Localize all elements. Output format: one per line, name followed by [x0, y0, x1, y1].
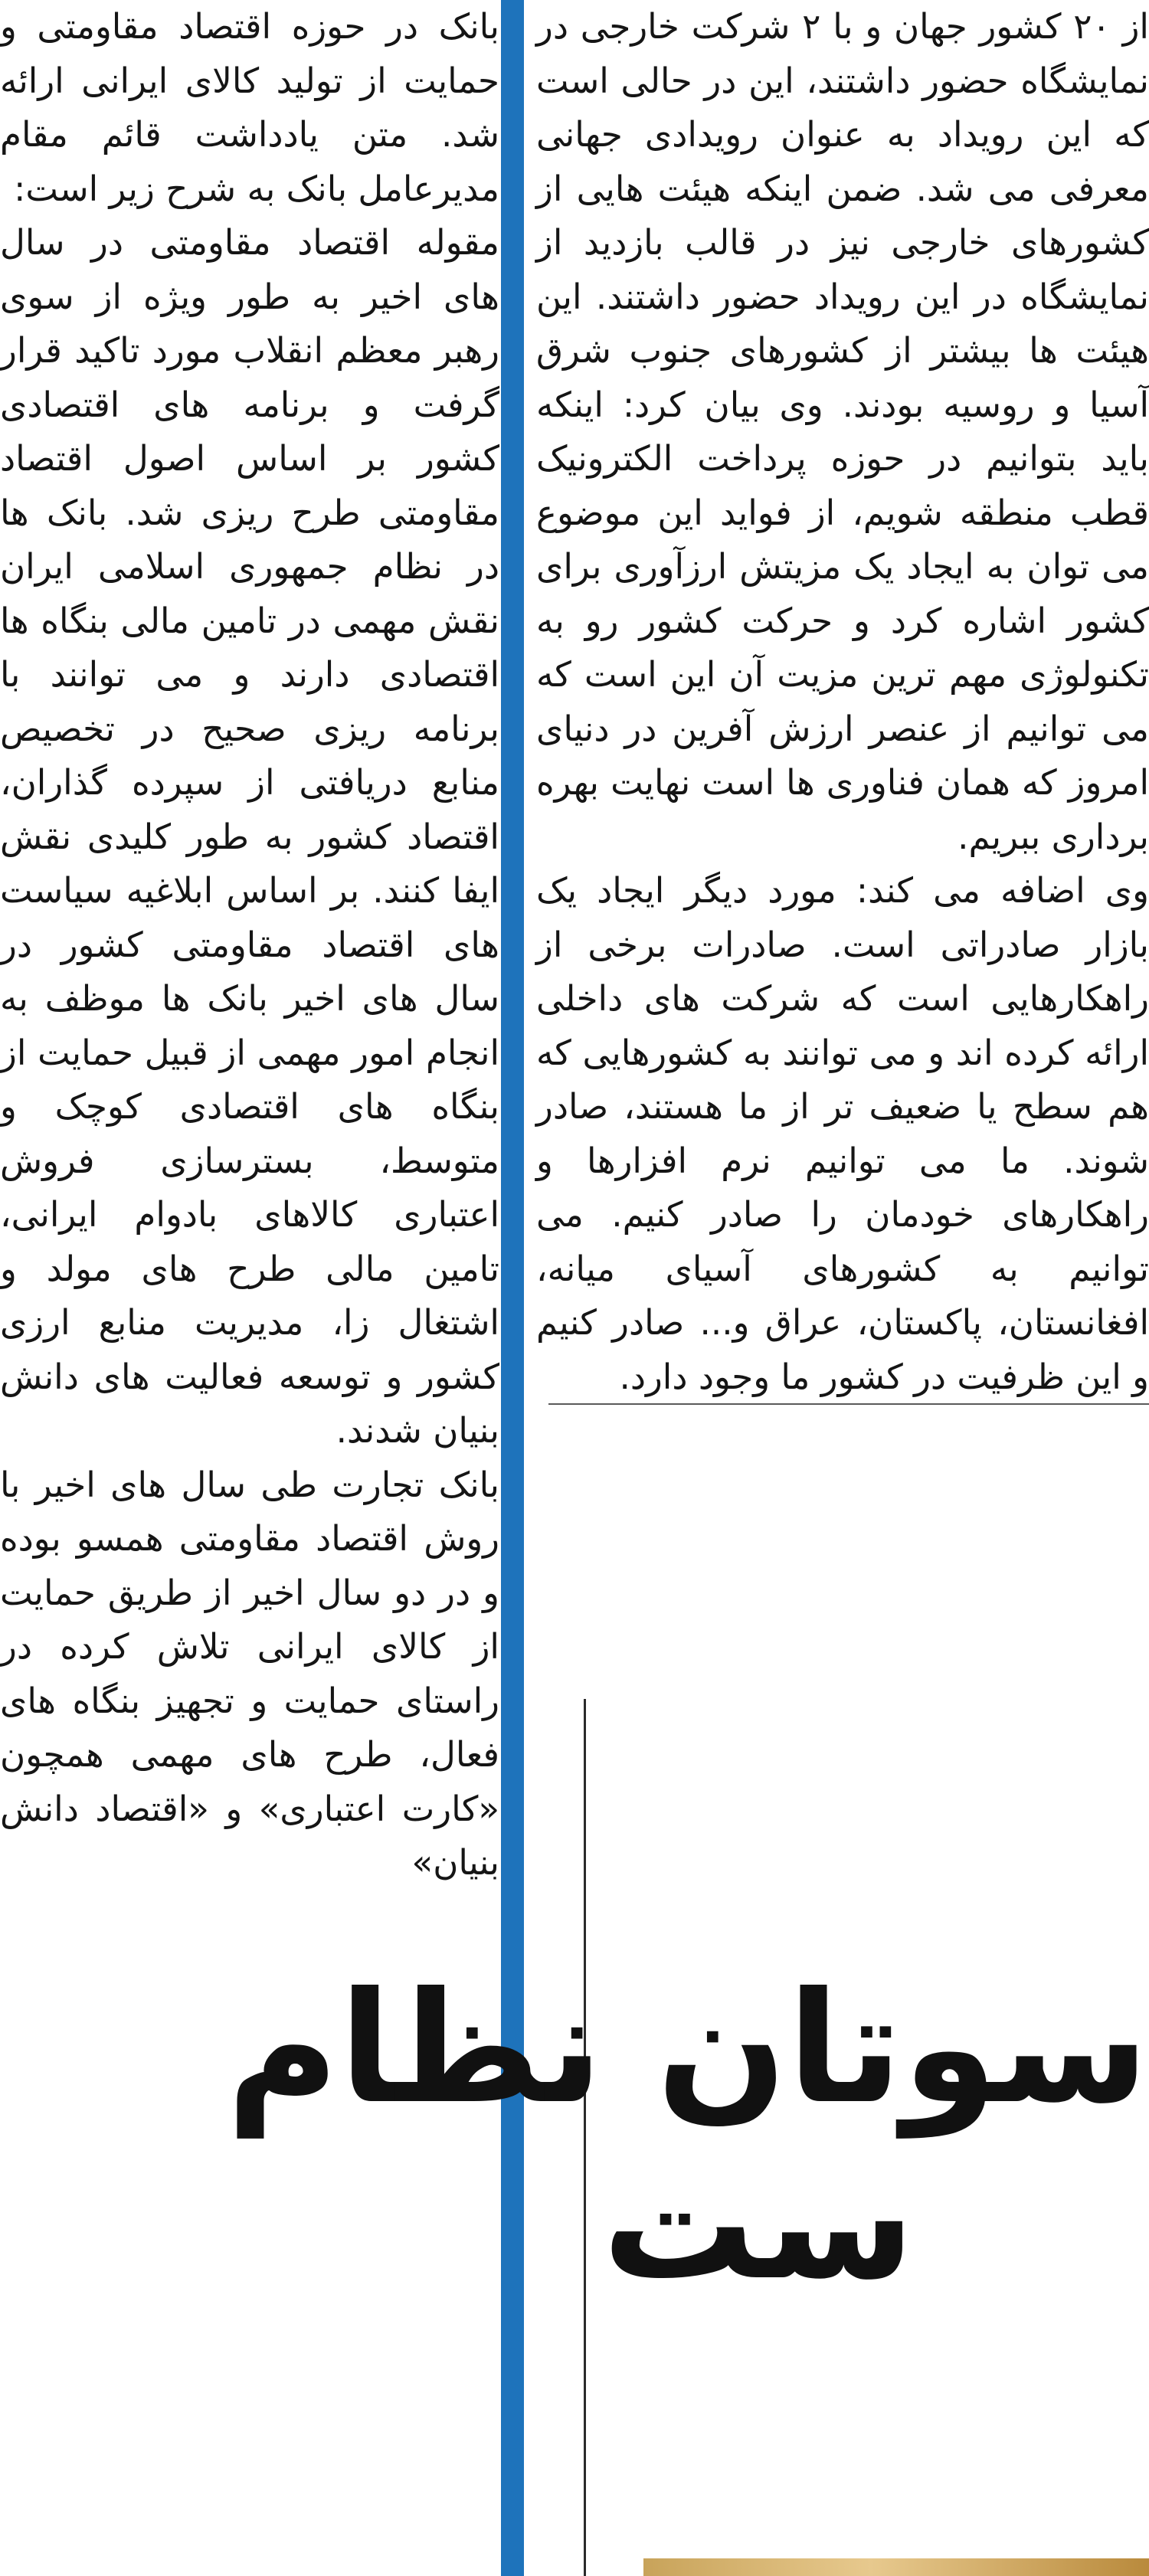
headline-line-2: ست	[602, 2136, 915, 2314]
blue-column-rule	[501, 0, 524, 2576]
headline-line-1: سوتان نظام	[226, 1959, 1149, 2138]
left-paragraph-2: مقوله اقتصاد مقاومتی در سال های اخیر به طور ویژه از سوی رهبر معظم انقلاب مورد تاکید قرار گرفت و برنامه های اقتصادی کشور بر اساس اصول اقتصاد مقاومتی طرح ریزی شد. بانک ها در نظام جمهوری اسلامی ایران نقش مهمی در تامین مالی بنگاه ها اقتصادی دارند و می توانند با برنامه ریزی صحیح در تخصیص منابع دریافتی از سپرده گذاران، اقتصاد کشور به طور کلیدی نقش ایفا کنند. بر اساس ابلاغیه سیاست های اقتصاد مقاومتی کشور در سال های اخیر بانک ها موظف به انجام امور مهمی از قبیل حمایت از بنگاه های اقتصادی کوچک و متوسط، بسترسازی فروش اعتباری کالاهای بادوام ایرانی، تامین مالی طرح های مولد و اشتغال زا، مدیریت منابع ارزی کشور و توسعه فعالیت های دانش بنیان شدند.	[0, 222, 499, 1451]
right-article-column	[536, 0, 1149, 1455]
article-photo	[643, 2558, 1149, 2576]
right-paragraph-2: وی اضافه می کند: مورد دیگر ایجاد یک بازار صادراتی است. صادرات برخی از راهکارهایی است که شرکت های داخلی ارائه کرده اند و می توانند به کشورهایی که هم سطح یا ضعیف تر از ما هستند، صادر شوند. ما می توانیم نرم افزارها و راهکارهای خودمان را صادر کنیم. می توانیم به کشورهای آسیای میانه، افغانستان، پاکستان، عراق و... صادر کنیم و این ظرفیت در کشور ما وجود دارد.	[536, 870, 1149, 1397]
left-paragraph-1: بانک در حوزه اقتصاد مقاومتی و حمایت از تولید کالای ایرانی ارائه شد. متن یادداشت قائم مقام مدیرعامل بانک به شرح زیر است:	[0, 6, 499, 209]
right-paragraph-1: از ۲۰ کشور جهان و با ۲ شرکت خارجی در نمایشگاه حضور داشتند، این در حالی است که این رویداد به عنوان رویدادی جهانی معرفی می شد. ضمن اینکه هیئت هایی از کشورهای خارجی نیز در قالب بازدید از نمایشگاه در این رویداد حضور داشتند. این هیئت ها بیشتر از کشورهای جنوب شرق آسیا و روسیه بودند. وی بیان کرد: اینکه باید بتوانیم در حوزه پرداخت الکترونیک قطب منطقه شویم، از فواید این موضوع می توان به ایجاد یک مزیتش ارزآوری برای کشور اشاره کرد و حرکت کشور رو به تکنولوژی مهم ترین مزیت آن این است که می توانیم از عنصر ارزش آفرین در دنیای امروز که همان فناوری ها است نهایت بهره برداری ببریم.	[536, 6, 1149, 857]
article-headline	[226, 1959, 1149, 2314]
section-separator-rule	[548, 1403, 1149, 1405]
left-article-column	[0, 0, 499, 2576]
left-paragraph-3: بانک تجارت طی سال های اخیر با روش اقتصاد مقاومتی همسو بوده و در دو سال اخیر از طریق حمایت از کالای ایرانی تلاش کرده در راستای حمایت و تجهیز بنگاه های فعال، طرح های مهمی همچون «کارت اعتباری» و «اقتصاد دانش بنیان»	[0, 1464, 499, 1883]
